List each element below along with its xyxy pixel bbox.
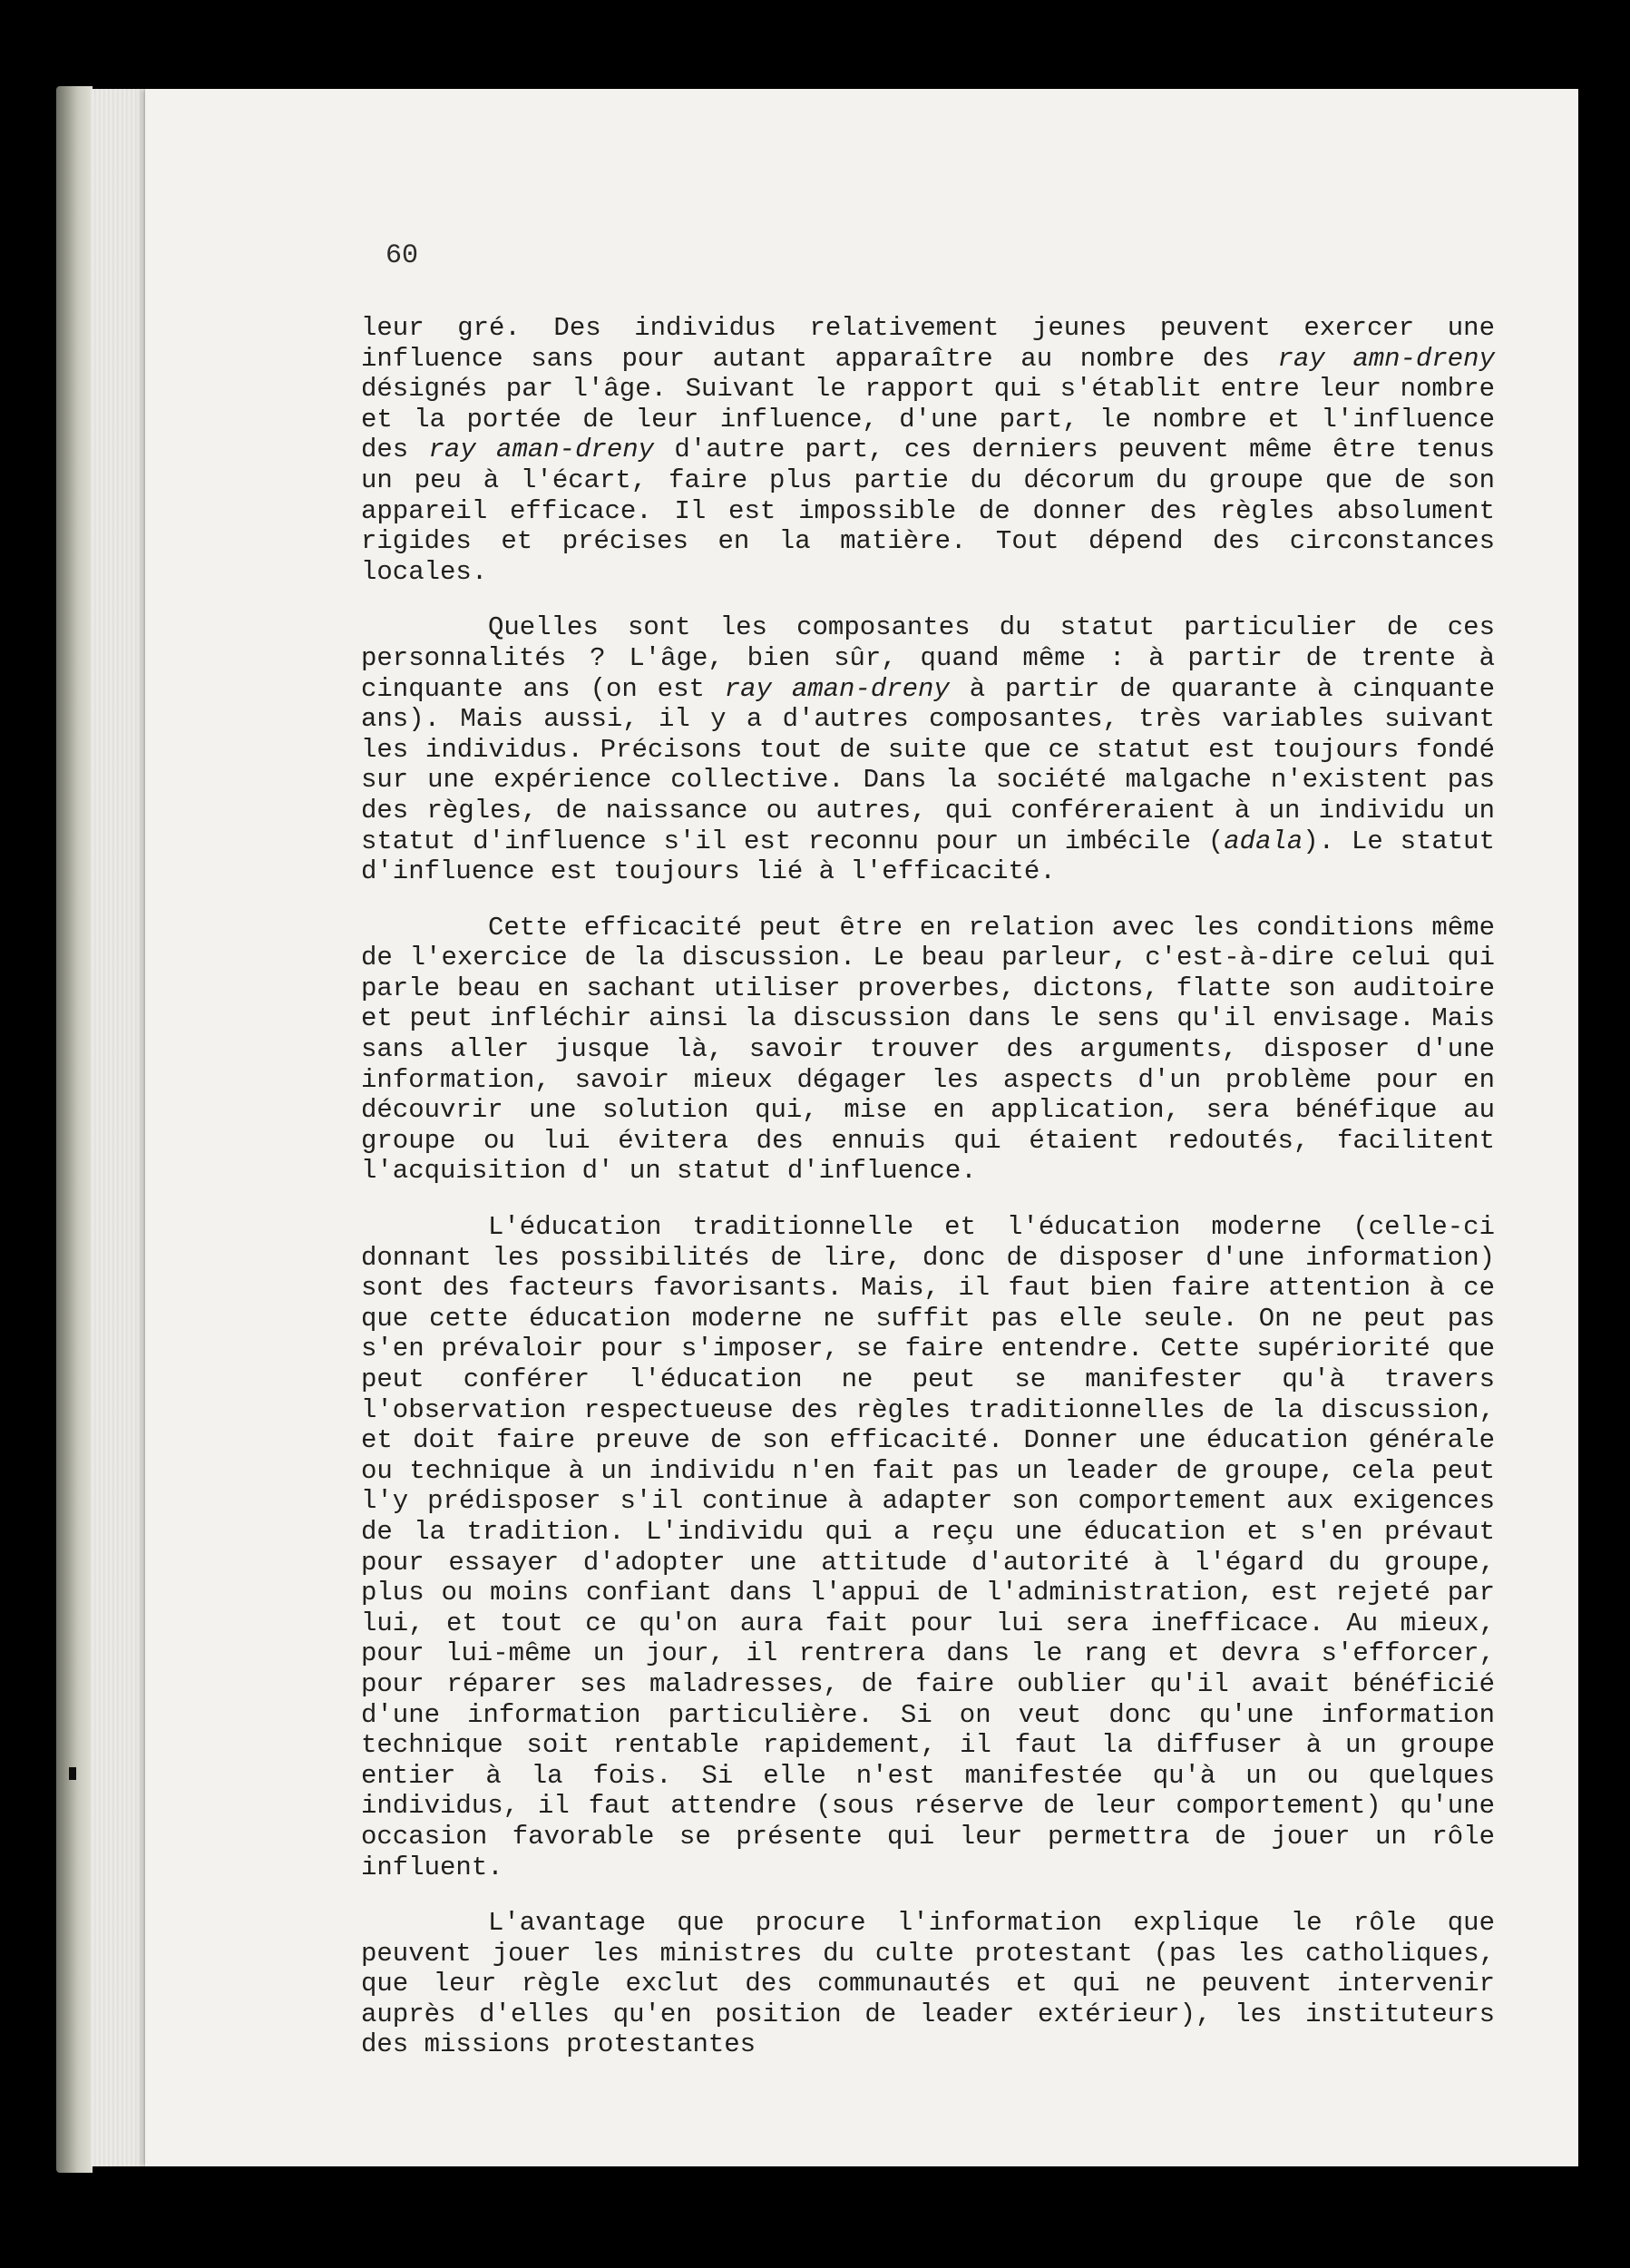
text-run: à partir de quarante à cinquante ans). Mais aussi, il y a d'autres composantes, très variables suivant les individus. Précisons tout de suite que ce statut est toujours fondé sur une expérience collective. Dans la société malgache n'existent pas des règles, de naissance ou autres, qui conféreraient à un individu un statut d'influence s'il est reconnu pour un imbécile ( [361, 673, 1495, 856]
italic-term: ray amn-dreny [1277, 343, 1495, 374]
scan-mark [69, 1767, 76, 1780]
paragraph-3 [361, 913, 1495, 1187]
body-text [361, 313, 1495, 2060]
italic-term: adala [1224, 826, 1303, 856]
text-run: Quelles sont les composantes du statut particulier de ces personnalités ? L'âge, bien sûr, quand même : à partir de trente à cinquante ans (on est [361, 612, 1495, 704]
paragraph-5 [361, 1908, 1495, 2060]
paragraph-1 [361, 313, 1495, 587]
text-run: L'avantage que procure l'information explique le rôle que peuvent jouer les ministres du culte protestant (pas les catholiques, que leur règle exclut des communautés et qui ne peuvent intervenir auprès d'elles qu'en position de leader extérieur), les instituteurs des missions protestantes [361, 1908, 1495, 2060]
paragraph-4 [361, 1212, 1495, 1882]
page-number: 60 [386, 240, 419, 271]
text-run: désignés par l'âge. Suivant le rapport qui s'établit entre leur nombre et la portée de leur influence, d'une part, le nombre et l'influence des [361, 374, 1495, 465]
paragraph-2 [361, 612, 1495, 886]
italic-term: ray aman-dreny [724, 673, 950, 704]
text-run: d'autre part, ces derniers peuvent même être tenus un peu à l'écart, faire plus partie du décorum du groupe que de son appareil efficace. Il est impossible de donner des règles absolument rigides et précises en la matière. Tout dépend des circonstances locales. [361, 435, 1495, 587]
italic-term: ray aman-dreny [428, 435, 655, 465]
text-run: L'éducation traditionnelle et l'éducation moderne (celle-ci donnant les possibilités de lire, donc de disposer d'une information) sont des facteurs favorisants. Mais, il faut bien faire attention à ce que cette éducation moderne ne suffit pas elle seule. On ne peut pas s'en prévaloir pour s'imposer, se faire entendre. Cette supériorité que peut conférer l'éducation ne peut se manifester qu'à travers l'observation respectueuse des règles traditionnelles de la discussion, et doit faire preuve de son efficacité. Donner une éducation générale ou technique à un individu n'en fait pas un leader de groupe, cela peut l'y prédisposer s'il continue à adapter son comportement aux exigences de la tradition. L'individu qui a reçu une éducation et s'en prévaut pour essayer d'adopter une attitude d'autorité à l'égard du groupe, plus ou moins confiant dans l'appui de l'administration, est rejeté par lui, et tout ce qu'on aura fait pour lui sera inefficace. Au mieux, pour lui-même un jour, il rentrera dans le rang et devra s'efforcer, pour réparer ses maladresses, de faire oublier qu'il avait bénéficié d'une information particulière. Si on veut donc qu'une information technique soit rentable rapidement, il faut la diffuser à un groupe entier à la fois. Si elle n'est manifestée qu'à un ou quelques individus, il faut attendre (sous réserve de leur comportement) qu'une occasion favorable se présente qui leur permettra de jouer un rôle influent. [361, 1212, 1495, 1882]
text-run: Cette efficacité peut être en relation avec les conditions même de l'exercice de la discussion. Le beau parleur, c'est-à-dire celui qui parle beau en sachant utiliser proverbes, dictons, flatte son auditoire et peut infléchir ainsi la discussion dans le sens qu'il envisage. Mais sans aller jusque là, savoir trouver des arguments, disposer d'une information, savoir mieux dégager les aspects d'un problème pour en découvrir une solution qui, mise en application, sera bénéfique au groupe ou lui évitera des ennuis qui étaient redoutés, facilitent l'acquisition d' un statut d'influence. [361, 912, 1495, 1187]
text-run: leur gré. Des individus relativement jeunes peuvent exercer une influence sans pour autant apparaître au nombre des [361, 313, 1495, 374]
text-run: ). Le statut d'influence est toujours lié à l'efficacité. [361, 826, 1495, 887]
book-edge [56, 86, 93, 2173]
